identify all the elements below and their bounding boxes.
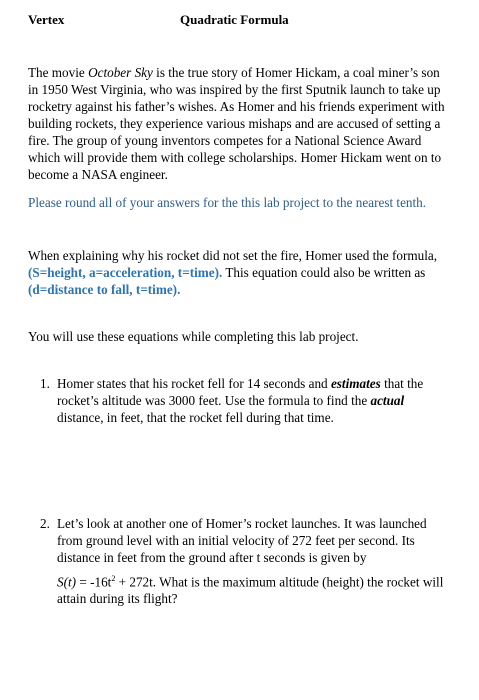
emphasis-estimates: estimates [330, 376, 381, 391]
explanation-text-1: When explaining why his rocket did not set the fire, Homer used the formula, [28, 248, 438, 263]
alt-formula-variables: (d=distance to fall, t=time). [28, 282, 181, 297]
question-text: Homer states that his rocket fell for 14 seconds and [57, 376, 331, 391]
emphasis-actual: actual [370, 393, 405, 408]
explanation-text-2: This equation could also be written as [222, 265, 426, 280]
movie-title: October Sky [88, 65, 153, 80]
rounding-note: Please round all of your answers for the this lab project to the nearest tenth. [28, 195, 427, 210]
question-number: 1. [40, 376, 50, 391]
equation-exponent: 2 [111, 574, 116, 583]
question-prompt: What is the maximum altitude (height) the rocket will attain during its flight? [57, 574, 444, 607]
formula-variables: (S=height, a=acceleration, t=time). [28, 265, 223, 280]
intro-paragraph [28, 64, 452, 183]
question-2 [40, 515, 452, 607]
question-text: Let’s look at another one of Homer’s rocket launches. It was launched from ground level with an initial velocity of 272 feet per second. Its distance in feet from the ground after t seconds is given by [57, 516, 427, 565]
equation-rest: + 272t. [115, 574, 157, 590]
question-text: that the rocket’s altitude was 3000 feet. Use the formula to find the [57, 376, 424, 408]
explanation-paragraph [28, 247, 452, 298]
height-equation-line [57, 570, 452, 607]
equation-lhs: S(t) [57, 574, 77, 590]
usage-note: You will use these equations while completing this lab project. [28, 329, 359, 344]
intro-text-start: The movie [28, 65, 89, 80]
header-topic: Vertex [28, 12, 65, 27]
equation-rhs: = -16t [76, 574, 112, 590]
question-text: distance, in feet, that the rocket fell during that time. [57, 410, 334, 425]
question-number: 2. [40, 516, 50, 531]
page-title: Quadratic Formula [180, 12, 289, 27]
intro-text-rest: is the true story of Homer Hickam, a coal miner’s son in 1950 West Virginia, who was inspired by the first Sputnik launch to take up rocketry against his father’s wishes. As Homer and his friends experiment with building rockets, they experience various mishaps and are accused of setting a fire. The group of young inventors competes for a National Science Award which will provide them with college scholarships. Homer Hickam went on to become a NASA engineer. [28, 65, 445, 182]
question-1 [40, 375, 452, 426]
